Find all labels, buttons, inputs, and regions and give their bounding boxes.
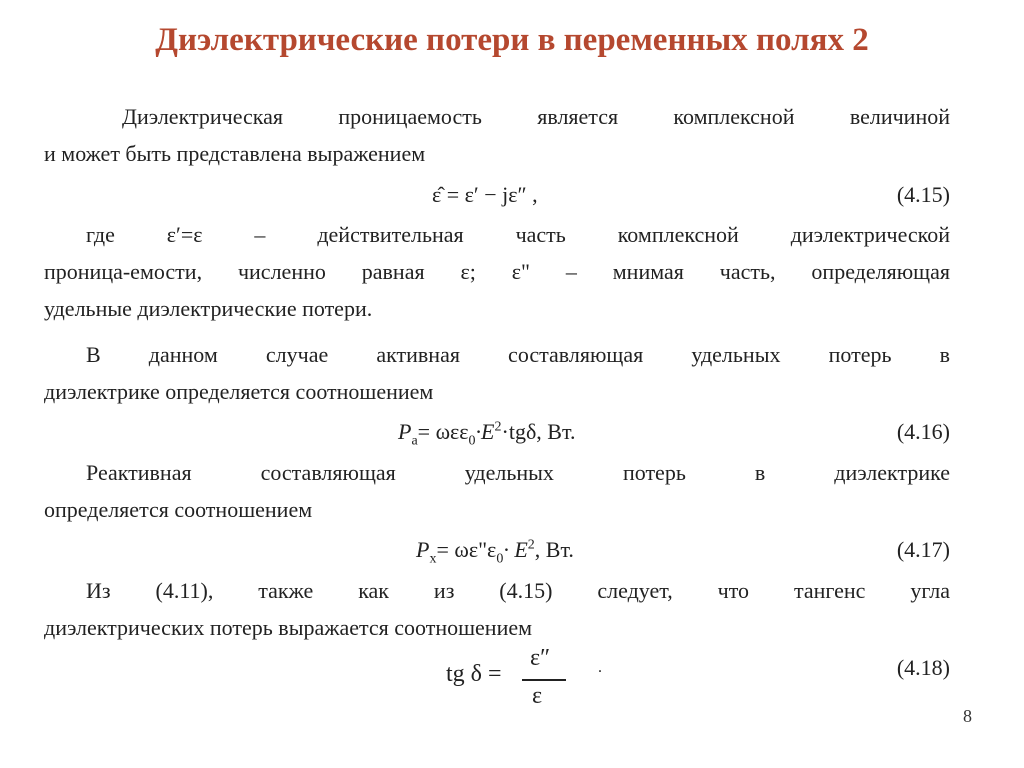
formula-superscript: 2	[494, 419, 502, 435]
fraction-denominator: ε	[532, 683, 543, 709]
text-line: диэлектрических потерь выражается соотношением	[44, 615, 533, 640]
paragraph-1	[44, 98, 950, 172]
text-line: В данном случае активная составляющая удельных потерь в	[86, 342, 950, 367]
formula-part: = ωεε	[417, 419, 469, 444]
paragraph-3	[44, 336, 950, 410]
formula-symbol: P	[398, 419, 412, 444]
text-line: Реактивная составляющая удельных потерь в диэлектрике	[86, 460, 950, 485]
formula-part: ·E	[475, 419, 495, 444]
formula-4-18	[446, 645, 616, 715]
text-line: диэлектрике определяется соотношением	[44, 379, 434, 404]
formula-4-15: ε̂ = ε′ − jε″ ,	[432, 182, 538, 207]
formula-dot: .	[598, 659, 602, 676]
text-line: где ε′=ε – действительная часть комплексной диэлектрической	[86, 222, 950, 247]
fraction-numerator: ε″	[530, 645, 551, 671]
page-number: 8	[963, 706, 972, 726]
equation-number: (4.15)	[896, 182, 950, 207]
page-title: Диэлектрические потери в переменных полях 2	[155, 22, 869, 58]
equation-number: (4.17)	[896, 537, 950, 562]
formula-4-16	[398, 413, 575, 450]
paragraph-4	[44, 454, 950, 528]
formula-subscript: х	[429, 551, 437, 567]
fraction-bar	[522, 679, 566, 681]
formula-lhs: tg δ =	[446, 661, 502, 687]
formula-4-17	[416, 531, 574, 568]
formula-part: , Вт.	[534, 537, 574, 562]
text-line: определяется соотношением	[44, 497, 313, 522]
equation-number: (4.18)	[896, 655, 950, 680]
formula-subscript: 0	[468, 433, 476, 449]
equation-number: (4.16)	[896, 419, 950, 444]
formula-part: = ωε"ε	[436, 537, 497, 562]
text-line: и может быть представлена выражением	[44, 141, 426, 166]
text-line: Диэлектрическая проницаемость является комплексной величиной	[122, 104, 950, 129]
formula-part: · E	[503, 537, 528, 562]
formula-superscript: 2	[527, 537, 535, 553]
text-line: Из (4.11), также как из (4.15) следует, что тангенс угла	[86, 578, 950, 603]
text-line: удельные диэлектрические потери.	[44, 296, 373, 321]
formula-part: ·tgδ, Вт.	[501, 419, 576, 444]
formula-subscript: 0	[496, 551, 504, 567]
text-line: проница-емости, численно равная ε; ε" – мнимая часть, определяющая	[44, 259, 950, 284]
paragraph-5	[44, 572, 950, 646]
formula-symbol: P	[416, 537, 430, 562]
formula-subscript: а	[411, 433, 418, 449]
paragraph-2	[44, 216, 950, 327]
